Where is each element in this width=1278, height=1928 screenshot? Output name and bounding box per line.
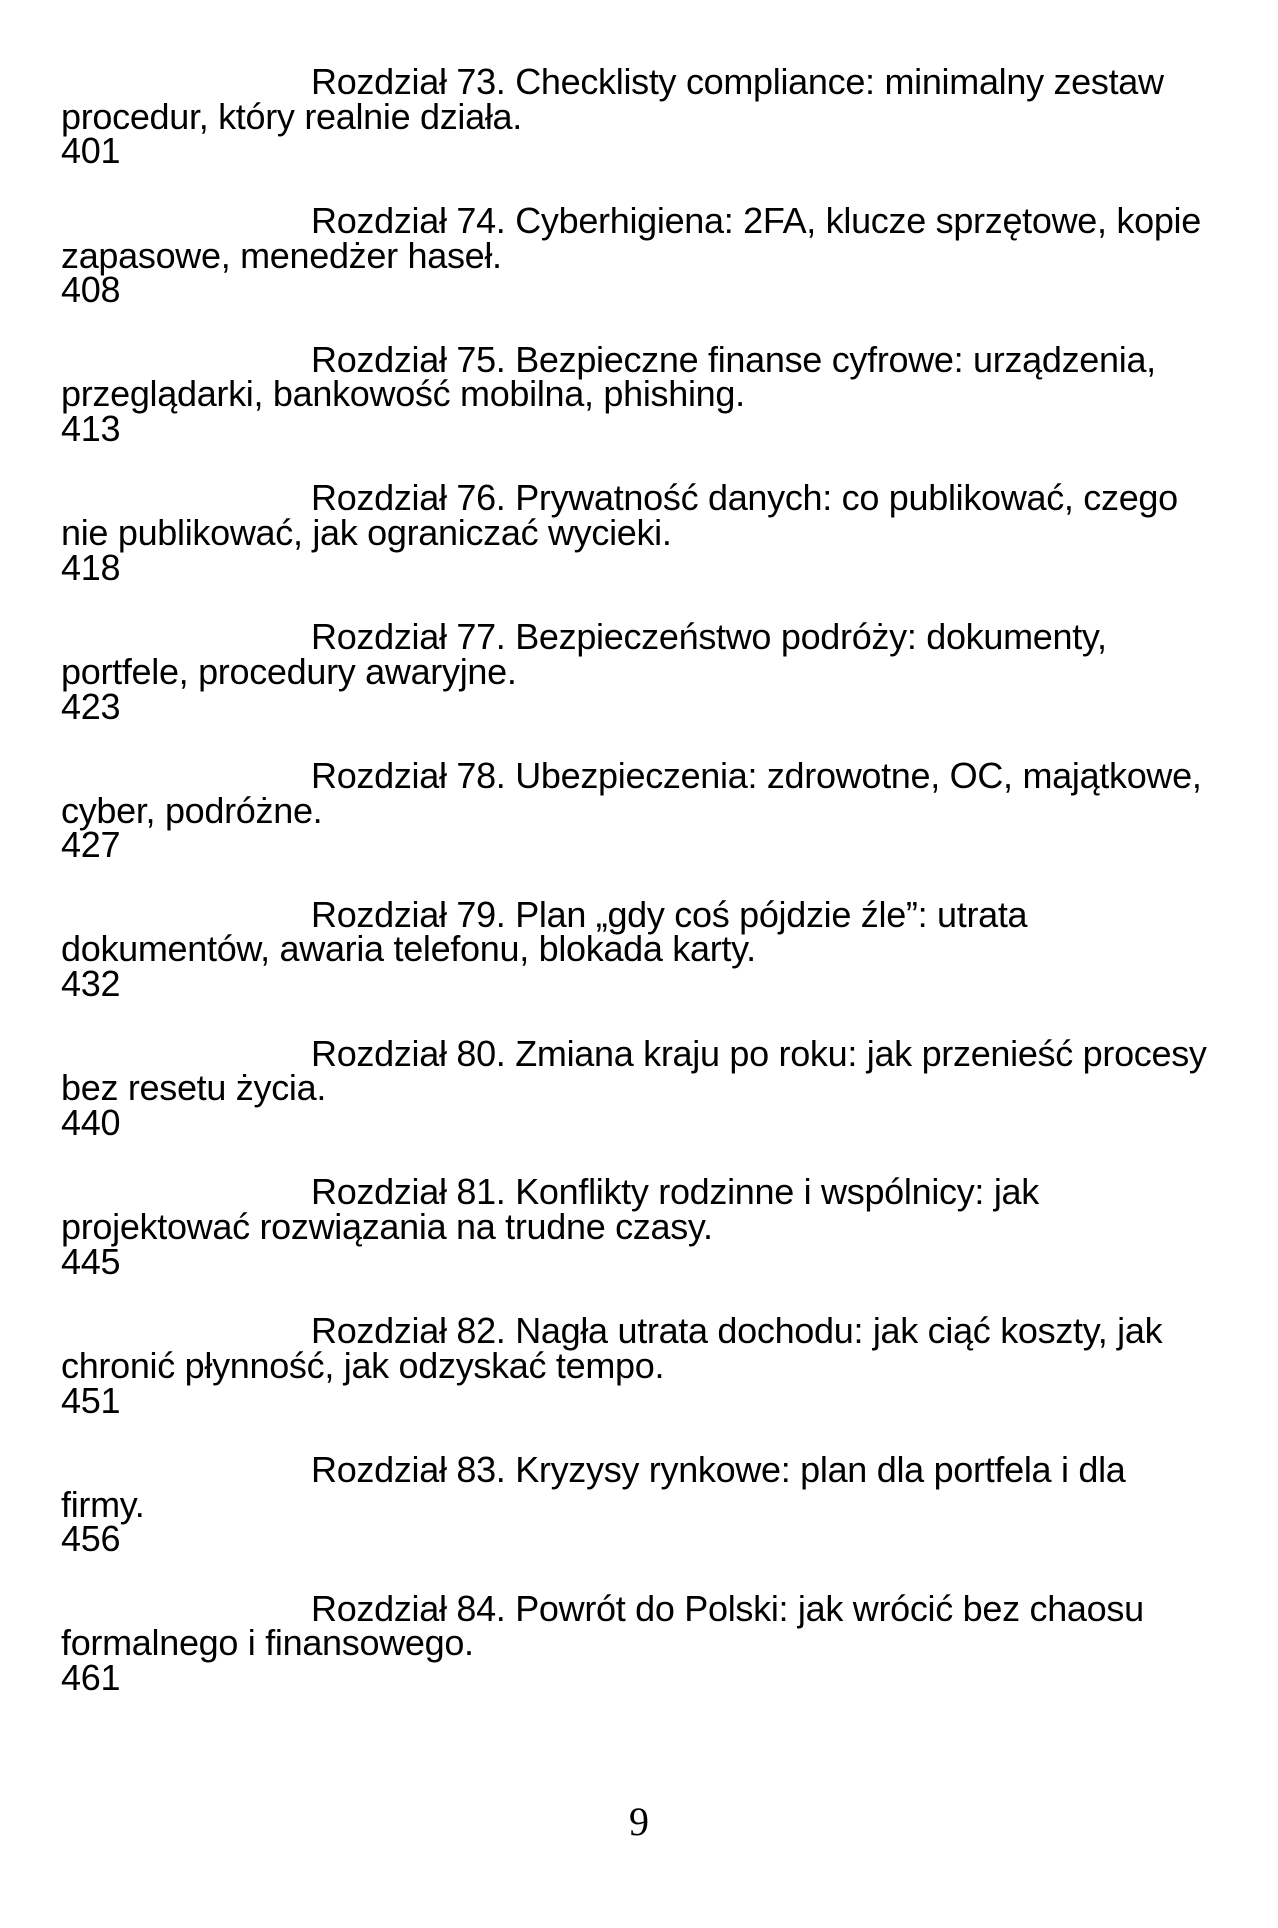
toc-entry bbox=[61, 1171, 1217, 1282]
toc-entry-title-line1: Rozdział 80. Zmiana kraju po roku: jak przenieść procesy bbox=[311, 1032, 1207, 1074]
toc-entry-title bbox=[61, 61, 1217, 137]
toc-entry-title-line1: Rozdział 81. Konflikty rodzinne i wspólnicy: jak bbox=[311, 1171, 1039, 1213]
toc-entry bbox=[61, 1587, 1217, 1699]
toc-entry-title-line1: Rozdział 82. Nagła utrata dochodu: jak ciąć koszty, jak bbox=[311, 1310, 1163, 1352]
toc-entry-title bbox=[61, 1448, 1217, 1525]
toc-entry-title-line2: portfele, procedury awaryjne. bbox=[61, 650, 517, 692]
toc-entry-title-line2: nie publikować, jak ograniczać wycieki. bbox=[61, 512, 672, 554]
toc-entry-title-line2: bez resetu życia. bbox=[61, 1067, 327, 1109]
toc-entry-title-line1: Rozdział 79. Plan „gdy coś pójdzie źle”: utrata bbox=[311, 893, 1028, 935]
toc-entry-page-number: 427 bbox=[61, 824, 121, 866]
toc-entry-page-number: 456 bbox=[61, 1518, 121, 1560]
toc-entry-title bbox=[61, 754, 1217, 831]
toc-entry-page-number: 418 bbox=[61, 546, 121, 588]
toc-entry bbox=[61, 754, 1217, 866]
toc-entry-title-line2: zapasowe, menedżer haseł. bbox=[61, 234, 502, 276]
toc-entry-page-number: 440 bbox=[61, 1101, 121, 1143]
toc-entry-title bbox=[61, 1587, 1217, 1664]
toc-entry bbox=[61, 199, 1217, 311]
toc-entry-title bbox=[61, 1171, 1217, 1248]
toc-entry-page-number: 451 bbox=[61, 1379, 121, 1421]
toc-entry bbox=[61, 477, 1217, 588]
toc-entry-page-number: 408 bbox=[61, 269, 121, 311]
toc-entry-title-line1: Rozdział 76. Prywatność danych: co publikować, czego bbox=[311, 477, 1178, 519]
toc-entry bbox=[61, 1448, 1217, 1560]
toc-entry-page-number: 432 bbox=[61, 963, 121, 1005]
toc-entry-title-line2: firmy. bbox=[61, 1483, 145, 1525]
toc-entry bbox=[61, 338, 1217, 449]
toc-entry-title-line2: projektować rozwiązania na trudne czasy. bbox=[61, 1206, 713, 1248]
page-number: 9 bbox=[629, 1799, 649, 1844]
toc-entry-title-line2: przeglądarki, bankowość mobilna, phishing. bbox=[61, 373, 745, 415]
toc-entry-title-line2: dokumentów, awaria telefonu, blokada karty. bbox=[61, 928, 756, 970]
toc-entry bbox=[61, 1310, 1217, 1421]
toc-entry-title-line2: formalnego i finansowego. bbox=[61, 1622, 474, 1664]
toc-entry-title-line1: Rozdział 74. Cyberhigiena: 2FA, klucze sprzętowe, kopie bbox=[311, 199, 1201, 241]
toc-entry-title bbox=[61, 893, 1217, 970]
toc-entry-page-number: 401 bbox=[61, 130, 121, 172]
toc-entry-title bbox=[61, 477, 1217, 554]
toc-entry-page-number: 461 bbox=[61, 1657, 121, 1699]
toc-entry bbox=[61, 61, 1217, 172]
toc-entry-page-number: 413 bbox=[61, 408, 121, 449]
toc-entry bbox=[61, 616, 1217, 727]
toc-entry-title-line1: Rozdział 73. Checklisty compliance: minimalny zestaw bbox=[311, 61, 1164, 102]
toc-entry-title-line2: cyber, podróżne. bbox=[61, 789, 323, 831]
toc-entry-page-number: 423 bbox=[61, 685, 121, 727]
toc-entry-title bbox=[61, 616, 1217, 692]
toc-entry-title bbox=[61, 199, 1217, 276]
toc-entry-title-line2: chronić płynność, jak odzyskać tempo. bbox=[61, 1344, 665, 1386]
toc-entry-title-line1: Rozdział 77. Bezpieczeństwo podróży: dokumenty, bbox=[311, 616, 1107, 658]
toc-entry-title bbox=[61, 1310, 1217, 1386]
toc-entry bbox=[61, 893, 1217, 1005]
toc-entry-title bbox=[61, 1032, 1217, 1109]
toc-entry-page-number: 445 bbox=[61, 1240, 121, 1282]
toc-entry-title-line1: Rozdział 83. Kryzysy rynkowe: plan dla portfela i dla bbox=[311, 1448, 1126, 1490]
page-footer bbox=[0, 1800, 1278, 1844]
toc-entry-title-line1: Rozdział 78. Ubezpieczenia: zdrowotne, OC, majątkowe, bbox=[311, 754, 1202, 796]
toc-entry-title bbox=[61, 338, 1217, 415]
toc-entry bbox=[61, 1032, 1217, 1143]
toc-entry-title-line2: procedur, który realnie działa. bbox=[61, 95, 522, 137]
toc-entry-title-line1: Rozdział 75. Bezpieczne finanse cyfrowe: urządzenia, bbox=[311, 338, 1156, 380]
toc-entry-title-line1: Rozdział 84. Powrót do Polski: jak wrócić bez chaosu bbox=[311, 1587, 1144, 1629]
